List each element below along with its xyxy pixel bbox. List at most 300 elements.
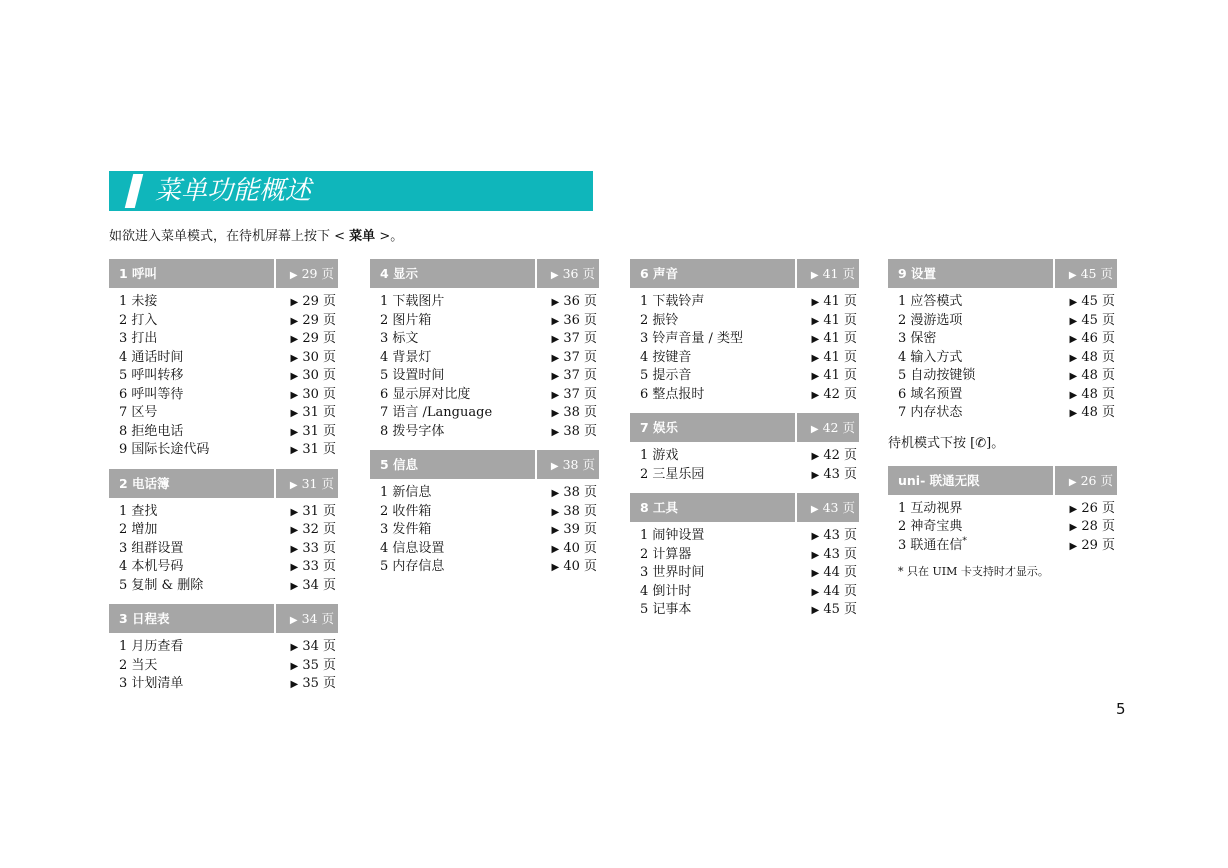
menu-item-label bbox=[640, 583, 691, 602]
menu-item bbox=[888, 518, 1117, 537]
menu-item-page-ref bbox=[551, 558, 597, 578]
arrow-icon: ▶ bbox=[551, 297, 560, 308]
menu-item-page-ref bbox=[1069, 293, 1115, 313]
menu-item-label bbox=[640, 349, 691, 368]
menu-item-label bbox=[119, 367, 183, 386]
menu-item-text: 4 信息设置 bbox=[380, 540, 445, 556]
arrow-icon: ▶ bbox=[811, 469, 820, 481]
menu-list bbox=[888, 500, 1117, 556]
menu-item-label bbox=[119, 503, 157, 522]
menu-item-page: 36 页 bbox=[563, 312, 597, 328]
menu-item bbox=[370, 386, 599, 405]
menu-item-label bbox=[640, 546, 691, 565]
arrow-icon: ▶ bbox=[1069, 334, 1078, 345]
standby-note bbox=[888, 435, 1117, 453]
menu-item-page: 33 页 bbox=[302, 540, 336, 556]
menu-list bbox=[370, 484, 599, 577]
menu-item-text: 3 标文 bbox=[380, 331, 419, 346]
menu-item-page: 40 页 bbox=[563, 540, 597, 556]
section-title: 1 呼叫 bbox=[109, 259, 274, 288]
menu-item bbox=[109, 312, 338, 331]
menu-item-page: 42 页 bbox=[823, 448, 857, 463]
menu-item-text: 1 应答模式 bbox=[898, 294, 963, 309]
menu-item-label bbox=[380, 558, 444, 577]
arrow-icon: ▶ bbox=[811, 586, 820, 598]
arrow-icon: ▶ bbox=[290, 445, 299, 456]
menu-item-page: 34 页 bbox=[302, 577, 336, 593]
menu-item-text: 1 闹钟设置 bbox=[640, 528, 705, 543]
section-page-ref bbox=[1055, 259, 1117, 288]
menu-item-label bbox=[640, 386, 704, 405]
section-page-ref bbox=[537, 259, 599, 288]
menu-item-text: 2 增加 bbox=[119, 522, 158, 537]
arrow-icon: ▶ bbox=[1068, 476, 1077, 488]
menu-item-page-ref bbox=[290, 330, 336, 350]
section-header bbox=[888, 466, 1117, 495]
arrow-icon: ▶ bbox=[551, 371, 560, 382]
menu-item-page: 40 页 bbox=[563, 559, 597, 574]
menu-item bbox=[370, 521, 599, 540]
section-title: 4 显示 bbox=[370, 259, 535, 288]
menu-item-page-ref bbox=[551, 503, 597, 523]
menu-item-text: 4 背景灯 bbox=[380, 349, 432, 365]
intro-text bbox=[109, 228, 403, 246]
section-page: 43 页 bbox=[822, 500, 855, 515]
menu-column-1 bbox=[109, 259, 338, 703]
section-page-ref bbox=[276, 604, 338, 633]
menu-list bbox=[109, 293, 338, 460]
menu-item-label bbox=[898, 500, 962, 519]
arrow-icon: ▶ bbox=[810, 424, 819, 435]
menu-item bbox=[109, 367, 338, 386]
arrow-icon: ▶ bbox=[1069, 297, 1078, 308]
menu-item bbox=[370, 484, 599, 503]
menu-item bbox=[109, 404, 338, 423]
menu-item bbox=[109, 349, 338, 368]
menu-item-page-ref bbox=[290, 312, 336, 332]
menu-item-page-ref bbox=[1069, 518, 1115, 538]
menu-item-label bbox=[380, 484, 431, 503]
menu-item-page: 45 页 bbox=[1081, 312, 1115, 328]
menu-item-page-ref bbox=[811, 583, 857, 603]
menu-item-label bbox=[640, 466, 704, 485]
menu-item-page-ref bbox=[551, 423, 597, 443]
menu-item-page: 31 页 bbox=[302, 442, 336, 457]
arrow-icon: ▶ bbox=[290, 660, 299, 672]
menu-item-text: 4 倒计时 bbox=[640, 583, 692, 599]
menu-item-page-ref bbox=[811, 466, 857, 486]
menu-item-text: 8 拒绝电话 bbox=[119, 423, 184, 439]
menu-item-page-ref bbox=[290, 503, 336, 523]
menu-item-page: 38 页 bbox=[563, 485, 597, 500]
menu-item-text: 1 互动视界 bbox=[898, 500, 963, 516]
arrow-icon: ▶ bbox=[811, 352, 820, 364]
menu-item-label bbox=[898, 404, 962, 423]
menu-item-page-ref bbox=[1069, 367, 1115, 387]
section-title: 8 工具 bbox=[630, 493, 795, 522]
menu-item-label bbox=[119, 577, 203, 596]
menu-item-text: 5 提示音 bbox=[640, 368, 692, 383]
section-title: 5 信息 bbox=[370, 450, 535, 479]
arrow-icon: ▶ bbox=[551, 408, 560, 419]
section-page-ref bbox=[1055, 466, 1117, 495]
menu-item-text: 3 保密 bbox=[898, 331, 937, 346]
menu-item-page-ref bbox=[811, 447, 857, 467]
arrow-icon: ▶ bbox=[1069, 503, 1078, 515]
menu-item-page: 41 页 bbox=[823, 368, 857, 383]
menu-item-page-ref bbox=[290, 423, 336, 443]
section-page-ref bbox=[797, 413, 859, 442]
menu-item-page-ref bbox=[551, 521, 597, 541]
arrow-icon: ▶ bbox=[551, 389, 560, 401]
menu-item-label bbox=[898, 330, 936, 349]
section-header bbox=[630, 493, 859, 522]
menu-item bbox=[630, 367, 859, 386]
section-title: 7 娱乐 bbox=[630, 413, 795, 442]
menu-item bbox=[630, 312, 859, 331]
menu-list bbox=[888, 293, 1117, 423]
menu-item-text: 3 组群设置 bbox=[119, 540, 184, 556]
arrow-icon: ▶ bbox=[290, 506, 299, 518]
menu-item-text: 8 拨号字体 bbox=[380, 423, 445, 439]
menu-item-page: 44 页 bbox=[823, 565, 857, 580]
menu-item-label bbox=[640, 312, 678, 331]
menu-item-text: 7 内存状态 bbox=[898, 405, 963, 420]
menu-item bbox=[109, 521, 338, 540]
arrow-icon: ▶ bbox=[290, 525, 299, 536]
menu-item-page: 37 页 bbox=[563, 386, 597, 402]
menu-item bbox=[630, 564, 859, 583]
menu-list bbox=[370, 293, 599, 441]
arrow-icon: ▶ bbox=[1069, 522, 1078, 533]
menu-item bbox=[370, 558, 599, 577]
menu-item-page-ref bbox=[811, 564, 857, 584]
menu-item-page-ref bbox=[290, 558, 336, 578]
menu-item-page-ref bbox=[551, 386, 597, 406]
menu-item-text: 5 内存信息 bbox=[380, 559, 445, 574]
menu-item-page: 31 页 bbox=[302, 423, 336, 439]
section-header bbox=[630, 413, 859, 442]
menu-item-page: 31 页 bbox=[302, 405, 336, 420]
section-page: 26 页 bbox=[1080, 472, 1113, 488]
menu-item bbox=[370, 293, 599, 312]
menu-item-label bbox=[119, 349, 183, 368]
menu-item-text: 5 设置时间 bbox=[380, 368, 445, 383]
menu-item-label bbox=[119, 638, 183, 657]
arrow-icon: ▶ bbox=[290, 408, 299, 419]
menu-item-label bbox=[119, 386, 183, 405]
menu-item-page-ref bbox=[551, 293, 597, 313]
menu-column-4 bbox=[888, 259, 1117, 580]
menu-item bbox=[109, 675, 338, 694]
section-header bbox=[109, 469, 338, 498]
menu-item-page-ref bbox=[811, 293, 857, 313]
arrow-icon: ▶ bbox=[290, 642, 299, 653]
intro-after: >。 bbox=[375, 229, 404, 244]
menu-item-page: 29 页 bbox=[302, 312, 336, 328]
menu-item bbox=[888, 404, 1117, 423]
menu-item-text: 5 记事本 bbox=[640, 602, 692, 617]
menu-item-page-ref bbox=[290, 521, 336, 541]
menu-item-text: 6 整点报时 bbox=[640, 386, 705, 402]
menu-item-label bbox=[898, 312, 962, 331]
menu-item bbox=[630, 447, 859, 466]
arrow-icon: ▶ bbox=[1069, 540, 1078, 552]
section-title: uni- 联通无限 bbox=[888, 466, 1053, 495]
menu-item-text: 6 显示屏对比度 bbox=[380, 386, 471, 402]
menu-item-text: 7 语言 /Language bbox=[380, 405, 493, 420]
menu-item-page: 36 页 bbox=[563, 294, 597, 309]
arrow-icon: ▶ bbox=[290, 315, 299, 327]
menu-item-text: 7 区号 bbox=[119, 405, 158, 420]
section-page-ref bbox=[797, 493, 859, 522]
menu-item-page-ref bbox=[551, 330, 597, 350]
menu-item-text: 1 新信息 bbox=[380, 485, 432, 500]
menu-item bbox=[370, 367, 599, 386]
menu-item-page-ref bbox=[290, 540, 336, 560]
menu-item-page-ref bbox=[290, 349, 336, 369]
menu-item-page: 48 页 bbox=[1081, 405, 1115, 420]
section-header bbox=[370, 450, 599, 479]
menu-item-text: 3 铃声音量 / 类型 bbox=[640, 331, 744, 346]
arrow-icon: ▶ bbox=[811, 334, 820, 345]
menu-item-text: 5 呼叫转移 bbox=[119, 368, 184, 383]
menu-list bbox=[630, 293, 859, 404]
menu-item-page: 48 页 bbox=[1081, 349, 1115, 365]
menu-item-page: 41 页 bbox=[823, 294, 857, 309]
menu-item-label bbox=[640, 527, 704, 546]
menu-item-page-ref bbox=[1069, 500, 1115, 520]
menu-item-page-ref bbox=[290, 293, 336, 313]
section-page: 41 页 bbox=[822, 266, 855, 281]
arrow-icon: ▶ bbox=[811, 605, 820, 616]
section-header bbox=[630, 259, 859, 288]
menu-item-label bbox=[119, 404, 157, 423]
menu-item-label bbox=[119, 521, 157, 540]
menu-item-label bbox=[898, 367, 975, 386]
menu-item-label bbox=[119, 675, 183, 694]
menu-item-page-ref bbox=[1069, 330, 1115, 350]
menu-item-page-ref bbox=[290, 675, 336, 695]
menu-item bbox=[630, 583, 859, 602]
menu-item-page-ref bbox=[1069, 349, 1115, 369]
menu-item-text: 1 下载铃声 bbox=[640, 294, 705, 309]
arrow-icon: ▶ bbox=[290, 679, 299, 690]
arrow-icon: ▶ bbox=[551, 315, 560, 327]
menu-item-page-ref bbox=[551, 484, 597, 504]
menu-item-page-ref bbox=[290, 367, 336, 387]
menu-item bbox=[888, 349, 1117, 368]
arrow-icon: ▶ bbox=[1068, 270, 1077, 281]
menu-item bbox=[109, 386, 338, 405]
menu-key-label: 菜单 bbox=[349, 229, 376, 244]
arrow-icon: ▶ bbox=[290, 371, 299, 382]
menu-item-label bbox=[380, 312, 431, 331]
arrow-icon: ▶ bbox=[811, 389, 820, 401]
menu-item-page: 32 页 bbox=[302, 522, 336, 537]
menu-item bbox=[370, 503, 599, 522]
menu-item-text: 1 查找 bbox=[119, 503, 158, 519]
menu-item-text: 2 振铃 bbox=[640, 312, 679, 328]
menu-item-label bbox=[119, 293, 157, 312]
section-page: 42 页 bbox=[822, 420, 855, 435]
menu-item bbox=[630, 601, 859, 620]
menu-item-page-ref bbox=[811, 386, 857, 406]
menu-list bbox=[109, 503, 338, 596]
arrow-icon: ▶ bbox=[550, 461, 559, 472]
menu-item-text: 4 按键音 bbox=[640, 349, 692, 365]
menu-item-page-ref bbox=[811, 330, 857, 350]
menu-item-label bbox=[898, 518, 962, 537]
menu-item bbox=[109, 638, 338, 657]
arrow-icon: ▶ bbox=[1069, 408, 1078, 419]
section-header bbox=[370, 259, 599, 288]
menu-item-page: 43 页 bbox=[823, 528, 857, 543]
menu-item-page: 38 页 bbox=[563, 423, 597, 439]
menu-item-page-ref bbox=[811, 312, 857, 332]
section-page: 45 页 bbox=[1080, 266, 1113, 281]
menu-item-page: 29 页 bbox=[1081, 537, 1115, 553]
menu-item-page: 37 页 bbox=[563, 349, 597, 365]
menu-item-label bbox=[380, 293, 444, 312]
menu-item-text: 2 当天 bbox=[119, 657, 158, 673]
menu-item-text: 2 漫游选项 bbox=[898, 312, 963, 328]
menu-item-page-ref bbox=[551, 349, 597, 369]
section-page: 36 页 bbox=[562, 266, 595, 281]
menu-item-text: 2 神奇宝典 bbox=[898, 519, 963, 534]
menu-item-text: 1 月历查看 bbox=[119, 639, 184, 654]
menu-item bbox=[109, 441, 338, 460]
menu-item bbox=[370, 540, 599, 559]
menu-item-page: 41 页 bbox=[823, 349, 857, 365]
menu-item bbox=[370, 312, 599, 331]
menu-item-page: 29 页 bbox=[302, 331, 336, 346]
section-title: 9 设置 bbox=[888, 259, 1053, 288]
menu-item-page: 26 页 bbox=[1081, 500, 1115, 516]
phone-key-icon: ✆ bbox=[975, 435, 987, 451]
menu-item bbox=[370, 404, 599, 423]
menu-item bbox=[109, 293, 338, 312]
menu-item-text: 5 复制 & 删除 bbox=[119, 577, 204, 593]
menu-item-label bbox=[119, 657, 157, 676]
menu-item-page: 41 页 bbox=[823, 331, 857, 346]
menu-item-text: 3 打出 bbox=[119, 331, 158, 346]
arrow-icon: ▶ bbox=[811, 315, 820, 327]
menu-item-label bbox=[380, 386, 470, 405]
arrow-icon: ▶ bbox=[1069, 352, 1078, 364]
menu-item bbox=[888, 500, 1117, 519]
menu-item-page-ref bbox=[290, 657, 336, 677]
menu-item-page: 43 页 bbox=[823, 466, 857, 482]
arrow-icon: ▶ bbox=[1069, 371, 1078, 382]
page-title: 菜单功能概述 bbox=[155, 176, 312, 206]
section-page-ref bbox=[276, 469, 338, 498]
arrow-icon: ▶ bbox=[290, 334, 299, 345]
menu-item-text: 3 计划清单 bbox=[119, 676, 184, 691]
section-page-ref bbox=[276, 259, 338, 288]
menu-item-page-ref bbox=[290, 404, 336, 424]
section-header bbox=[109, 259, 338, 288]
menu-item-page-ref bbox=[551, 312, 597, 332]
menu-item-page: 30 页 bbox=[302, 349, 336, 365]
menu-item bbox=[630, 330, 859, 349]
menu-list bbox=[109, 638, 338, 694]
menu-item-label bbox=[380, 330, 418, 349]
arrow-icon: ▶ bbox=[810, 504, 819, 515]
arrow-icon: ▶ bbox=[551, 543, 560, 555]
arrow-icon: ▶ bbox=[290, 389, 299, 401]
menu-item bbox=[109, 540, 338, 559]
menu-item-page-ref bbox=[551, 404, 597, 424]
arrow-icon: ▶ bbox=[551, 488, 560, 499]
menu-item-label bbox=[380, 404, 492, 423]
menu-item-page: 42 页 bbox=[823, 386, 857, 402]
menu-item bbox=[370, 330, 599, 349]
menu-item-page: 45 页 bbox=[1081, 294, 1115, 309]
menu-item bbox=[630, 527, 859, 546]
arrow-icon: ▶ bbox=[290, 562, 299, 573]
menu-item-page: 43 页 bbox=[823, 546, 857, 562]
arrow-icon: ▶ bbox=[289, 615, 298, 626]
menu-item-page: 41 页 bbox=[823, 312, 857, 328]
menu-item-page: 29 页 bbox=[302, 294, 336, 309]
section-page: 29 页 bbox=[301, 266, 334, 281]
menu-item bbox=[109, 558, 338, 577]
menu-item-label bbox=[898, 537, 967, 556]
menu-item-text: 9 国际长途代码 bbox=[119, 442, 210, 457]
arrow-icon: ▶ bbox=[551, 506, 560, 518]
menu-item-page: 31 页 bbox=[302, 503, 336, 519]
menu-item-text: 5 自动按键锁 bbox=[898, 368, 976, 383]
intro-before: 如欲进入菜单模式，在待机屏幕上按下 < bbox=[109, 229, 350, 244]
menu-item-page: 48 页 bbox=[1081, 386, 1115, 402]
menu-item-text: 2 计算器 bbox=[640, 546, 692, 562]
menu-item bbox=[109, 330, 338, 349]
menu-item bbox=[888, 312, 1117, 331]
menu-item-label bbox=[640, 447, 678, 466]
arrow-icon: ▶ bbox=[1069, 389, 1078, 401]
menu-item-text: 4 通话时间 bbox=[119, 349, 184, 365]
menu-item-text: 1 未接 bbox=[119, 294, 158, 309]
arrow-icon: ▶ bbox=[290, 580, 299, 592]
menu-column-3 bbox=[630, 259, 859, 629]
menu-item-label bbox=[898, 386, 962, 405]
menu-item-text: 2 打入 bbox=[119, 312, 158, 328]
menu-item-label bbox=[119, 540, 183, 559]
menu-item-page: 37 页 bbox=[563, 331, 597, 346]
menu-item-page-ref bbox=[1069, 404, 1115, 424]
arrow-icon: ▶ bbox=[290, 543, 299, 555]
menu-item-page: 39 页 bbox=[563, 522, 597, 537]
section-header bbox=[888, 259, 1117, 288]
menu-item bbox=[888, 330, 1117, 349]
menu-item-text: 6 呼叫等待 bbox=[119, 386, 184, 402]
menu-item-text: 3 发件箱 bbox=[380, 522, 432, 537]
menu-item-page-ref bbox=[290, 638, 336, 658]
menu-item-page: 35 页 bbox=[302, 657, 336, 673]
menu-item-page-ref bbox=[290, 441, 336, 461]
arrow-icon: ▶ bbox=[290, 352, 299, 364]
menu-item-label bbox=[119, 312, 157, 331]
menu-item-text: 4 本机号码 bbox=[119, 559, 184, 574]
menu-item-page: 37 页 bbox=[563, 368, 597, 383]
menu-item bbox=[888, 537, 1117, 556]
section-page-ref bbox=[537, 450, 599, 479]
menu-item-page: 33 页 bbox=[302, 559, 336, 574]
arrow-icon: ▶ bbox=[289, 270, 298, 281]
menu-item-page-ref bbox=[551, 367, 597, 387]
menu-item bbox=[370, 423, 599, 442]
